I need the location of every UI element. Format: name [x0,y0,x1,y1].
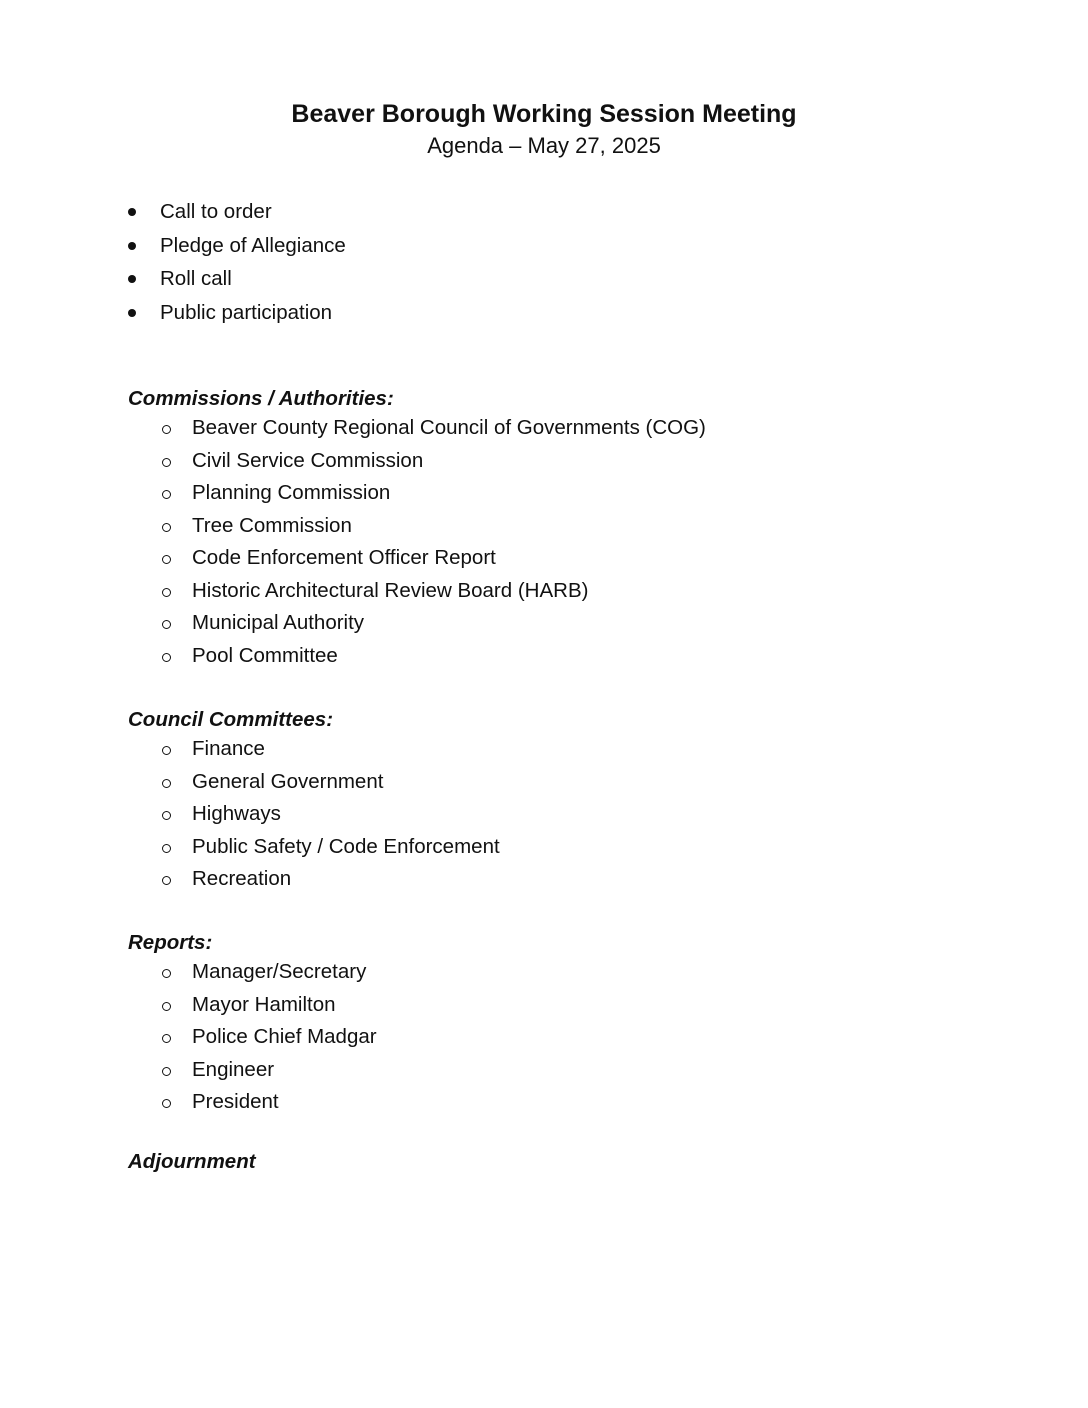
list-item [160,956,377,989]
list-item-label: Beaver County Regional Council of Governments (COG) [192,416,706,439]
list-item [160,607,706,640]
list-item-label: Finance [192,737,265,760]
circle-bullet-icon [162,490,171,499]
list-item [160,766,500,799]
circle-bullet-icon [162,620,171,629]
list-item-label: Planning Commission [192,481,391,504]
list-item [160,831,500,864]
list-item [128,195,346,229]
list-item-label: Code Enforcement Officer Report [192,546,496,569]
list-item-label: President [192,1090,279,1113]
list-item [160,798,500,831]
circle-bullet-icon [162,969,171,978]
circle-bullet-icon [162,876,171,885]
list-item [160,477,706,510]
list-item [160,1021,377,1054]
list-item [160,1054,377,1087]
list-item [160,733,500,766]
list-item-label: Highways [192,802,281,825]
list-item [160,542,706,575]
circle-bullet-icon [162,458,171,467]
list-item [128,262,346,296]
circle-bullet-icon [162,1067,171,1076]
list-item [160,510,706,543]
reports-heading: Reports: [128,931,213,954]
circle-bullet-icon [162,811,171,820]
list-item [160,1086,377,1119]
circle-bullet-icon [162,746,171,755]
council-committees-heading: Council Committees: [128,708,334,731]
list-item-label: Roll call [160,267,232,291]
adjournment-heading: Adjournment [128,1150,256,1173]
opening-items-list [128,195,346,330]
list-item [160,412,706,445]
list-item [160,640,706,673]
document-title: Beaver Borough Working Session Meeting [291,100,797,128]
list-item-label: Pool Committee [192,643,338,667]
circle-bullet-icon [162,588,171,597]
list-item-label: Public Safety / Code Enforcement [192,834,500,858]
list-item [160,989,377,1022]
circle-bullet-icon [162,1099,171,1108]
circle-bullet-icon [162,1002,171,1011]
circle-bullet-icon [162,1034,171,1043]
circle-bullet-icon [162,779,171,788]
council-committees-list [160,733,500,896]
commissions-list [160,412,706,672]
bullet-icon [128,275,136,283]
bullet-icon [128,208,136,216]
list-item-label: Engineer [192,1057,275,1081]
list-item-label: Historic Architectural Review Board (HARB) [192,578,589,602]
list-item-label: Police Chief Madgar [192,1025,377,1048]
list-item-label: Recreation [192,867,292,890]
list-item [128,229,346,263]
reports-list [160,956,377,1119]
list-item-label: Tree Commission [192,513,352,537]
list-item-label: Manager/Secretary [192,960,367,983]
circle-bullet-icon [162,653,171,662]
list-item-label: Pledge of Allegiance [160,233,346,257]
list-item [128,296,346,330]
list-item-label: Call to order [160,200,272,223]
list-item [160,445,706,478]
circle-bullet-icon [162,523,171,532]
list-item-label: Municipal Authority [192,611,365,634]
list-item-label: Public participation [160,301,333,325]
list-item-label: Civil Service Commission [192,448,424,472]
circle-bullet-icon [162,425,171,434]
circle-bullet-icon [162,555,171,564]
commissions-heading: Commissions / Authorities: [128,387,394,410]
bullet-icon [128,242,136,250]
list-item [160,575,706,608]
list-item [160,863,500,896]
document-subtitle: Agenda – May 27, 2025 [427,133,661,158]
bullet-icon [128,309,136,317]
circle-bullet-icon [162,844,171,853]
list-item-label: General Government [192,769,384,793]
list-item-label: Mayor Hamilton [192,992,336,1016]
